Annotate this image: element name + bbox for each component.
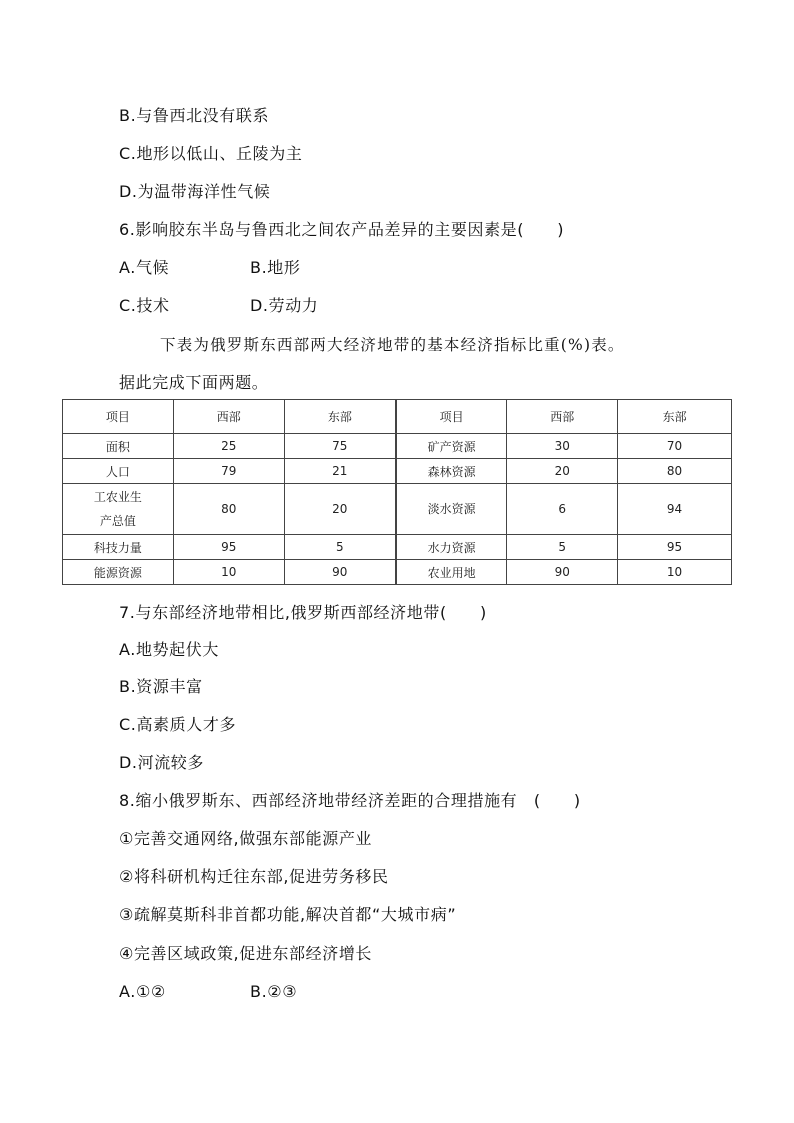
q8-statement-2: ②将科研机构迁往东部,促进劳务移民 xyxy=(119,867,389,886)
q7-option-a: A.地势起伏大 xyxy=(119,640,219,659)
q5-option-c: C.地形以低山、丘陵为主 xyxy=(119,144,303,163)
table-cell: 面积 xyxy=(63,434,174,459)
table-cell: 森林资源 xyxy=(396,459,507,484)
table-cell: 20 xyxy=(284,484,396,535)
table-intro-line2: 据此完成下面两题。 xyxy=(119,373,269,392)
table-row xyxy=(63,560,732,585)
header-item: 项目 xyxy=(63,400,174,434)
table-cell: 科技力量 xyxy=(63,535,174,560)
q6-option-c: C.技术 xyxy=(119,296,170,315)
table-cell: 90 xyxy=(507,560,618,585)
q8-stem: 8.缩小俄罗斯东、西部经济地带经济差距的合理措施有 ( ) xyxy=(119,791,581,810)
table-cell: 5 xyxy=(507,535,618,560)
table-cell: 80 xyxy=(173,484,284,535)
table-cell: 90 xyxy=(284,560,396,585)
table-cell: 10 xyxy=(173,560,284,585)
table-cell: 95 xyxy=(618,535,732,560)
cell-label-line1: 工农业生 xyxy=(93,490,142,504)
table-cell: 淡水资源 xyxy=(396,484,507,535)
table-cell xyxy=(63,484,174,535)
q7-option-b: B.资源丰富 xyxy=(119,677,203,696)
table-row xyxy=(63,434,732,459)
q6-option-d: D.劳动力 xyxy=(250,296,319,315)
table-cell: 农业用地 xyxy=(396,560,507,585)
q6-option-b: B.地形 xyxy=(250,258,301,277)
header-east: 东部 xyxy=(284,400,396,434)
table-cell: 70 xyxy=(618,434,732,459)
q6-stem: 6.影响胶东半岛与鲁西北之间农产品差异的主要因素是( ) xyxy=(119,220,565,239)
table-cell: 5 xyxy=(284,535,396,560)
table-cell: 20 xyxy=(507,459,618,484)
table-row xyxy=(63,535,732,560)
q7-option-d: D.河流较多 xyxy=(119,753,205,772)
cell-label-line2: 产总值 xyxy=(99,514,136,528)
table-cell: 80 xyxy=(618,459,732,484)
header-item: 项目 xyxy=(396,400,507,434)
q6-option-a: A.气候 xyxy=(119,258,170,277)
q6-options-row2 xyxy=(119,296,419,316)
q8-options-row1 xyxy=(119,982,419,1002)
table-header-row xyxy=(63,400,732,434)
table-cell: 95 xyxy=(173,535,284,560)
header-east: 东部 xyxy=(618,400,732,434)
table-row xyxy=(63,484,732,535)
q5-option-b: B.与鲁西北没有联系 xyxy=(119,106,270,125)
table-cell: 30 xyxy=(507,434,618,459)
q7-stem: 7.与东部经济地带相比,俄罗斯西部经济地带( ) xyxy=(119,603,487,622)
header-west: 西部 xyxy=(507,400,618,434)
table-cell: 75 xyxy=(284,434,396,459)
q8-statement-4: ④完善区域政策,促进东部经济增长 xyxy=(119,944,373,963)
table-cell: 矿产资源 xyxy=(396,434,507,459)
header-west: 西部 xyxy=(173,400,284,434)
table-cell: 10 xyxy=(618,560,732,585)
q6-options-row1 xyxy=(119,258,419,278)
table-cell: 79 xyxy=(173,459,284,484)
q8-option-a: A.①② xyxy=(119,982,166,1001)
table-cell: 能源资源 xyxy=(63,560,174,585)
q8-option-b: B.②③ xyxy=(250,982,298,1001)
table-cell: 6 xyxy=(507,484,618,535)
table-cell: 25 xyxy=(173,434,284,459)
q5-option-d: D.为温带海洋性气候 xyxy=(119,182,271,201)
economic-indicator-table xyxy=(62,399,732,585)
table-cell: 水力资源 xyxy=(396,535,507,560)
table-cell: 94 xyxy=(618,484,732,535)
table-row xyxy=(63,459,732,484)
table-cell: 人口 xyxy=(63,459,174,484)
table-cell: 21 xyxy=(284,459,396,484)
table-intro-line1: 下表为俄罗斯东西部两大经济地带的基本经济指标比重(%)表。 xyxy=(160,336,625,354)
q8-statement-1: ①完善交通网络,做强东部能源产业 xyxy=(119,829,373,848)
q8-statement-3: ③疏解莫斯科非首都功能,解决首都“大城市病” xyxy=(119,905,457,924)
q7-option-c: C.高素质人才多 xyxy=(119,715,237,734)
